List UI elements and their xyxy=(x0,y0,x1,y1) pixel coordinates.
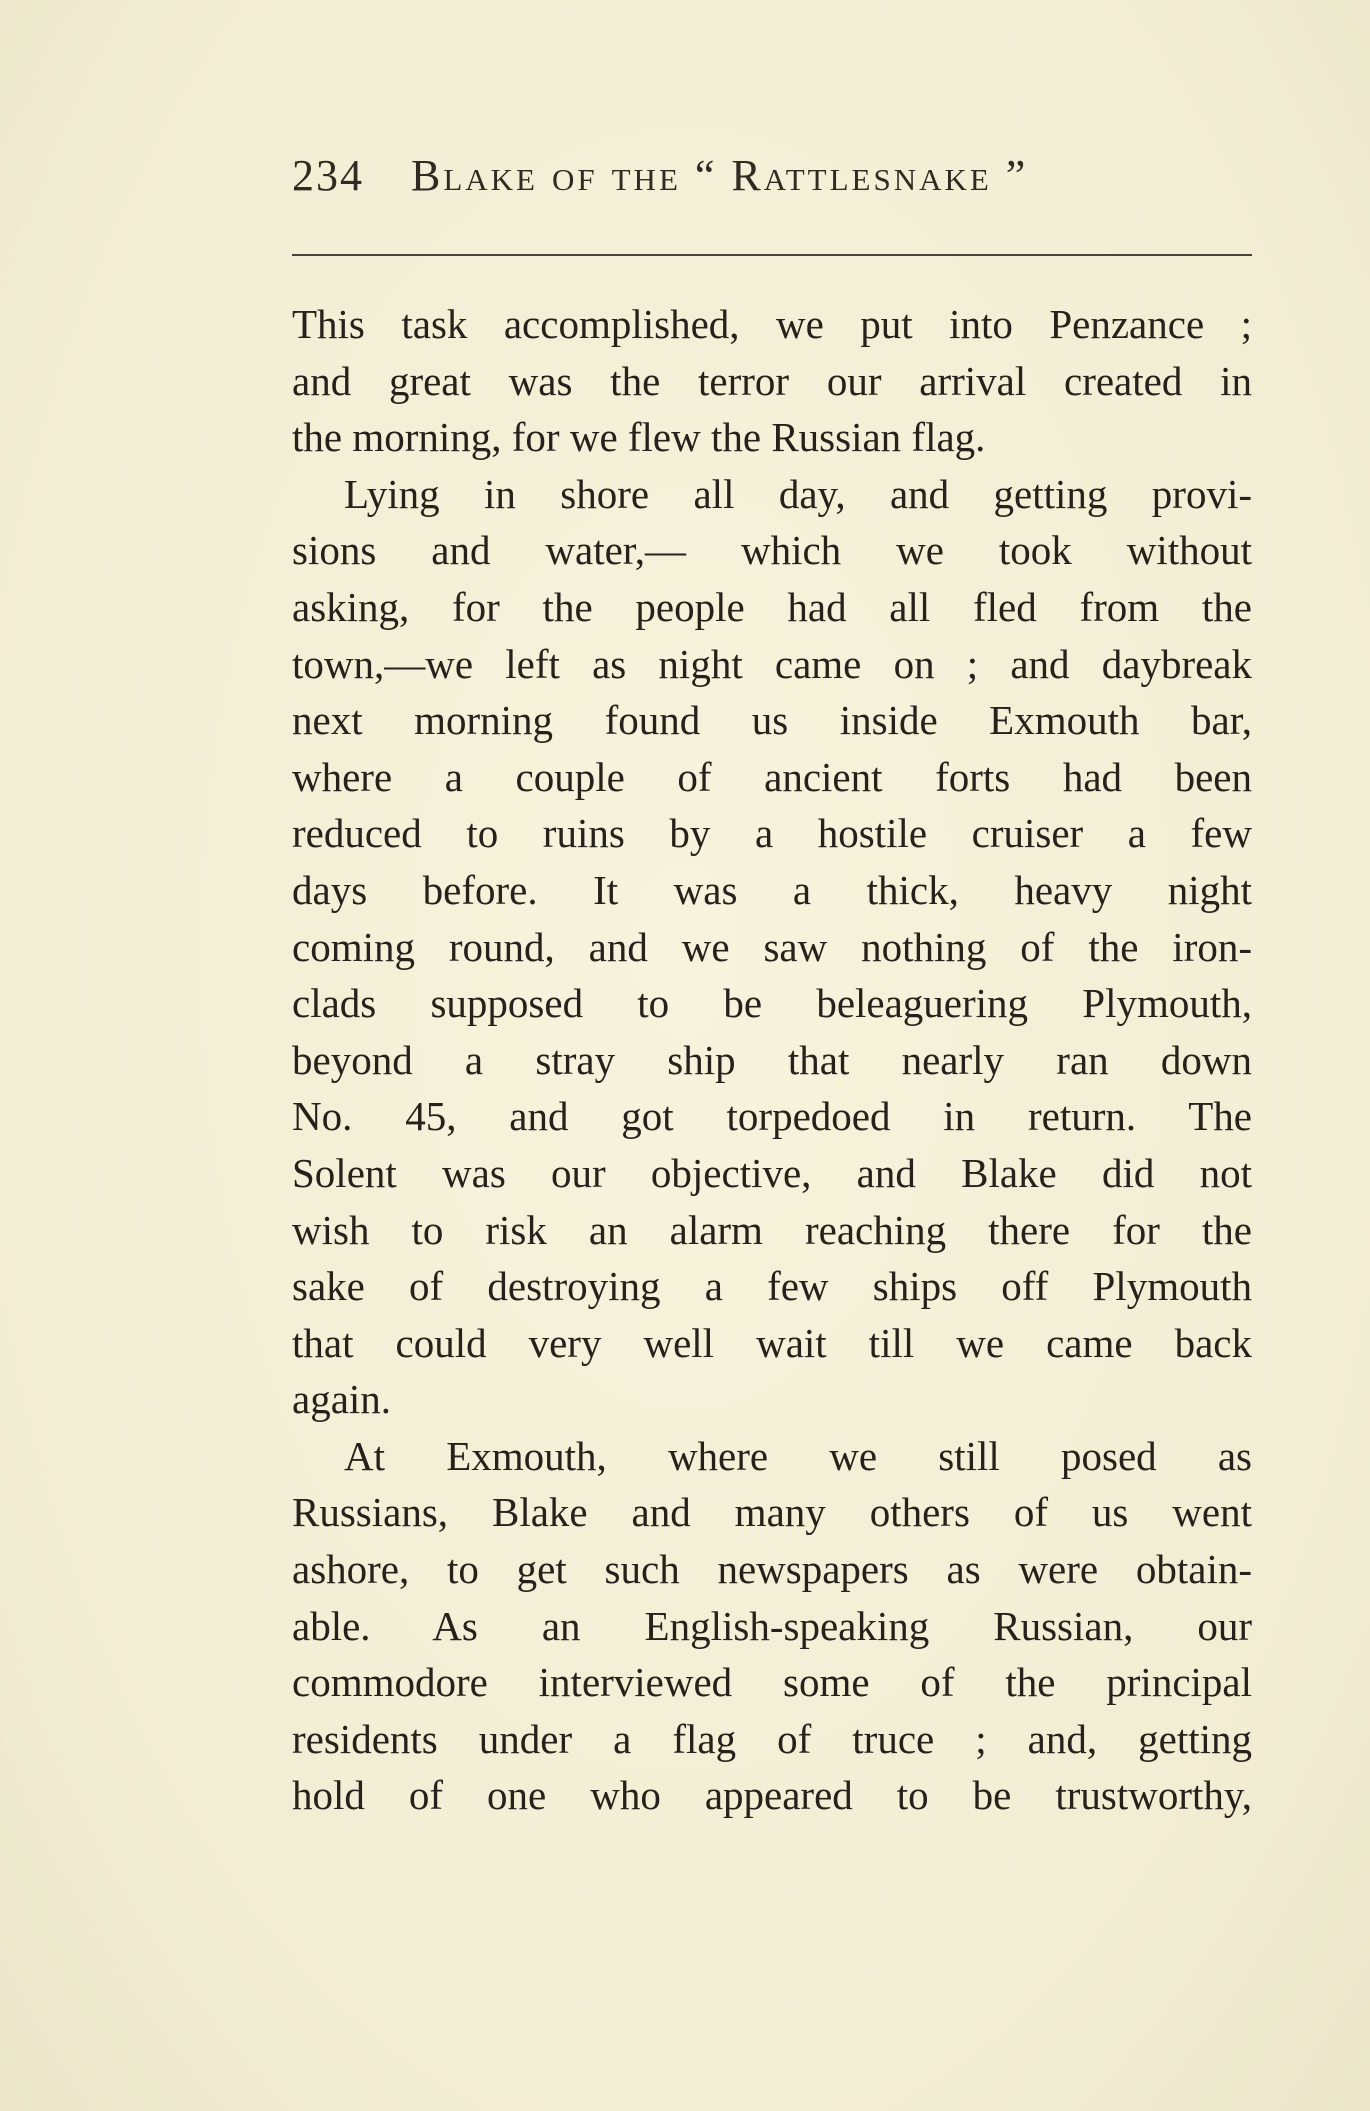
text-line: sake of destroying a few ships off Plymouth xyxy=(292,1263,1252,1310)
text-line: wish to risk an alarm reaching there for the xyxy=(292,1206,1252,1253)
text-line: again. xyxy=(292,1376,392,1423)
text-line: commodore interviewed some of the principal xyxy=(292,1659,1252,1706)
text-line: Russians, Blake and many others of us went xyxy=(292,1489,1252,1536)
text-line: This task accomplished, we put into Penzance ; xyxy=(292,301,1252,347)
text-line: sions and water,— which we took without xyxy=(292,527,1252,574)
text-line: and great was the terror our arrival created in xyxy=(292,357,1252,404)
text-line: asking, for the people had all fled from the xyxy=(292,583,1252,630)
text-line: beyond a stray ship that nearly ran down xyxy=(292,1036,1252,1083)
text-line: that could very well wait till we came back xyxy=(292,1319,1252,1366)
text-line: No. 45, and got torpedoed in return. The xyxy=(292,1093,1252,1140)
page-number: 234 xyxy=(292,151,364,200)
text-line: ashore, to get such newspapers as were obtain- xyxy=(292,1546,1252,1593)
text-line: Solent was our objective, and Blake did not xyxy=(292,1149,1252,1196)
running-title: Blake of the “ Rattlesnake ” xyxy=(411,151,1029,200)
text-line: where a couple of ancient forts had been xyxy=(292,753,1252,800)
text-line: reduced to ruins by a hostile cruiser a few xyxy=(292,810,1252,857)
header-rule xyxy=(292,254,1252,256)
text-line: able. As an English-speaking Russian, our xyxy=(292,1602,1252,1649)
text-line: At Exmouth, where we still posed as xyxy=(344,1432,1252,1479)
text-line: coming round, and we saw nothing of the iron- xyxy=(292,923,1252,970)
body-text xyxy=(292,296,1252,1824)
text-line: town,—we left as night came on ; and daybreak xyxy=(292,640,1252,687)
text-line: hold of one who appeared to be trustworthy, xyxy=(292,1772,1252,1819)
text-line: days before. It was a thick, heavy night xyxy=(292,866,1252,913)
text-line: next morning found us inside Exmouth bar, xyxy=(292,697,1252,744)
running-head xyxy=(292,150,1252,210)
text-line: Lying in shore all day, and getting provi- xyxy=(344,470,1252,517)
text-line: clads supposed to be beleaguering Plymouth, xyxy=(292,980,1252,1027)
text-line: the morning, for we flew the Russian flag. xyxy=(292,414,986,461)
text-line: residents under a flag of truce ; and, getting xyxy=(292,1715,1252,1762)
